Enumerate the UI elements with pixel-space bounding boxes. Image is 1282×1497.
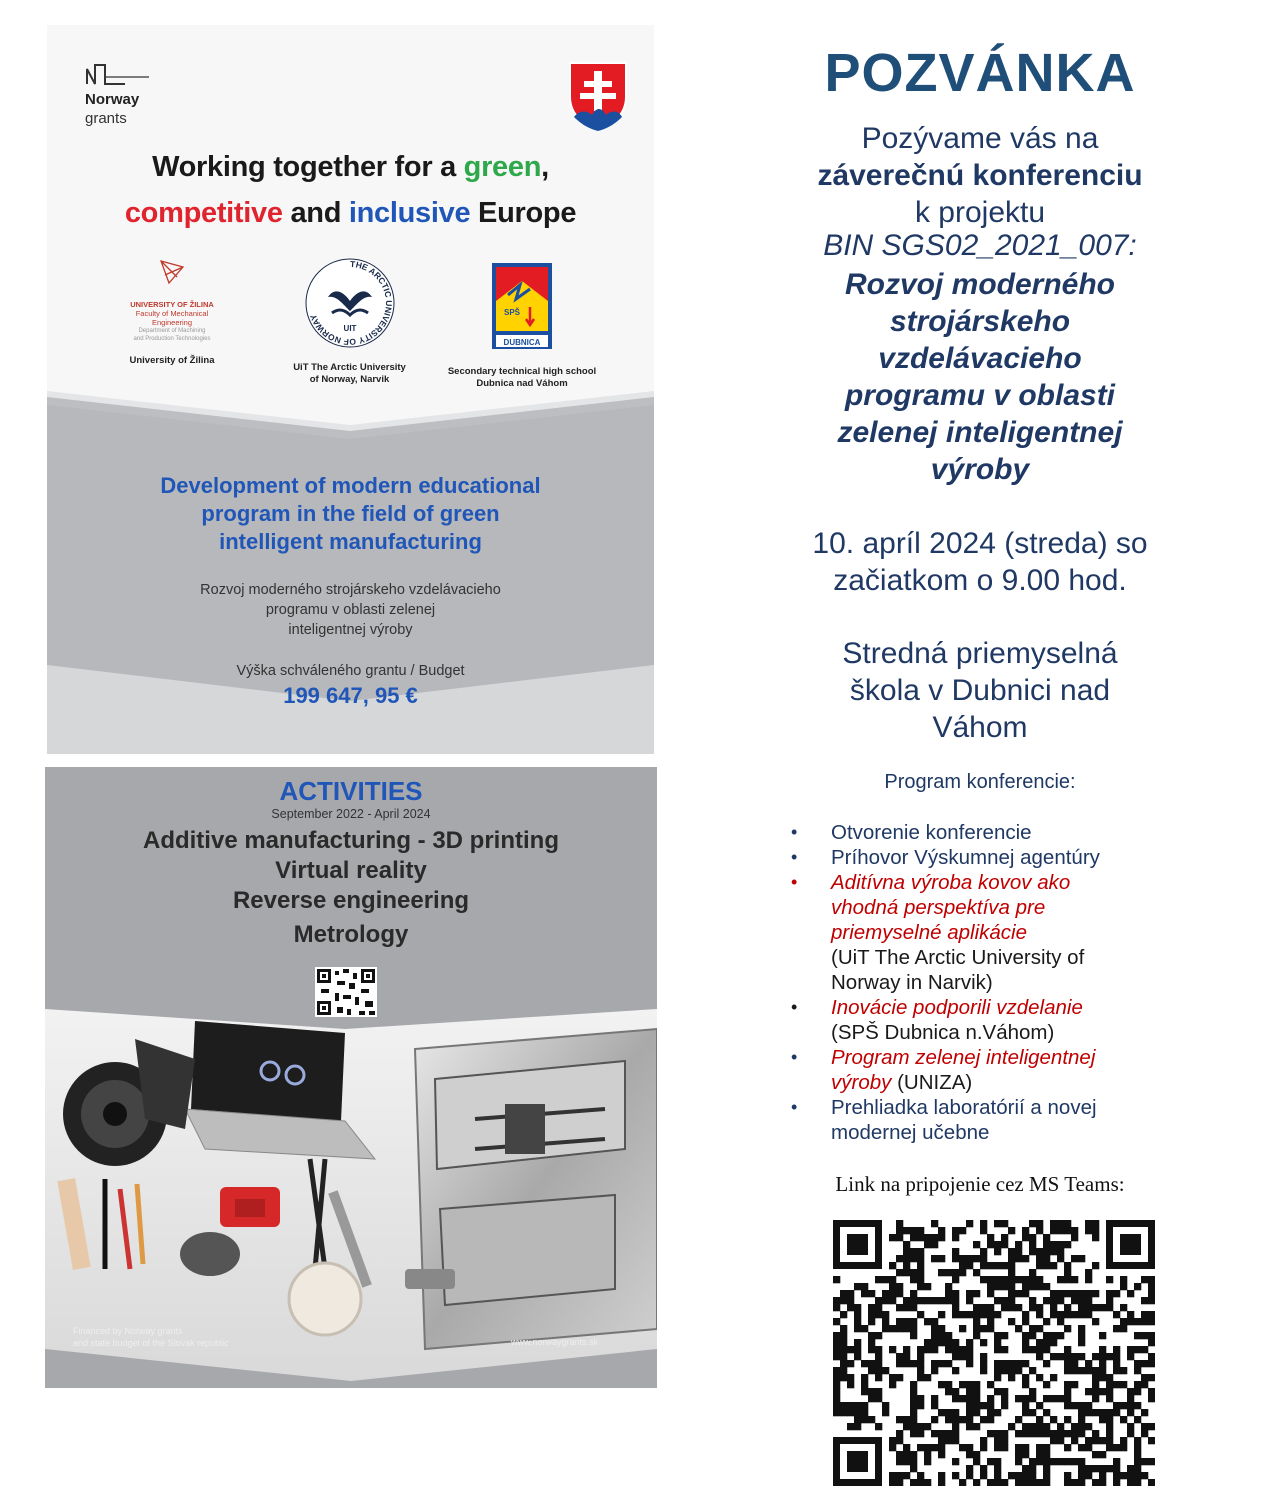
project-name-line: programu v oblasti [844, 379, 1116, 412]
project-name-line: výroby [930, 453, 1030, 486]
program-item-speaker: (SPŠ Dubnica n.Váhom) [831, 1021, 1055, 1044]
uniza-logo-icon [157, 257, 187, 287]
program-item-talk: vhodná perspektíva pre [831, 896, 1046, 919]
bullet-icon: • [791, 997, 798, 1017]
sps-name-line-2: Dubnica nad Váhom [476, 378, 568, 389]
headline-text: Working together for a [152, 151, 464, 183]
norway-grants-url: www.norwaygrants.sk [511, 1337, 599, 1347]
project-name [680, 266, 1280, 488]
headline-and: and [282, 197, 349, 229]
uit-name-line-1: UiT The Arctic University [293, 362, 406, 373]
uniza-line-5: and Production Technologies [133, 336, 211, 342]
event-date-line: 10. apríl 2024 (streda) so [812, 527, 1148, 560]
event-location [680, 635, 1280, 746]
slovak-coat-of-arms-icon [568, 61, 628, 133]
activity-item: Virtual reality [275, 857, 427, 884]
headline-green: green [463, 151, 542, 183]
headline-inclusive: inclusive [348, 197, 471, 229]
project-poster-top [47, 25, 654, 754]
bullet-icon: • [791, 847, 798, 867]
program-item-speaker: (UiT The Arctic University of [831, 946, 1085, 969]
partner-uniza [112, 257, 232, 367]
sps-badge: DUBNICA [503, 338, 541, 347]
norway-label: Norway [85, 91, 140, 108]
activities-poster [45, 767, 657, 1388]
uit-logo-icon [302, 255, 398, 351]
program-item-text: modernej učebne [831, 1121, 990, 1144]
financed-by-line: Financed by Norway grants [73, 1326, 183, 1336]
project-title-sk [157, 580, 544, 640]
sps-name-line-1: Secondary technical high school [447, 366, 597, 377]
project-title-sk-line: inteligentnej výroby [288, 622, 413, 638]
project-title-sk-line: programu v oblasti zelenej [265, 602, 436, 618]
program-item [788, 820, 1208, 845]
activity-item: Additive manufacturing - 3D printing [142, 827, 559, 854]
activity-item: Metrology [293, 921, 409, 948]
grants-label: grants [85, 110, 127, 127]
event-location-line: Stredná priemyselná [842, 637, 1118, 670]
partner-sps-dubnica [442, 261, 602, 390]
uit-name-line-2: of Norway, Narvik [309, 374, 390, 385]
uniza-line-4: Department of Machining [138, 328, 206, 334]
sps-dubnica-logo-icon [490, 261, 554, 351]
uniza-line-3: Engineering [151, 318, 193, 327]
project-title-en-line: Development of modern educational [160, 473, 541, 498]
program-item-text: Otvorenie konferencie [831, 821, 1032, 844]
bullet-icon: • [791, 1097, 798, 1117]
headline-comma: , [541, 151, 549, 183]
budget-label: Výška schváleného grantu / Budget [236, 663, 465, 679]
invitation-intro-line: Pozývame vás na [861, 122, 1099, 155]
project-name-line: strojárskeho [889, 305, 1071, 338]
uit-ring-text: THE ARCTIC UNIVERSITY OF NORWAY [307, 258, 394, 348]
activities-title: ACTIVITIES [279, 776, 423, 806]
project-title-en [107, 472, 594, 556]
norway-grants-logo [85, 63, 165, 128]
uniza-line-1: UNIVERSITY OF ŽILINA [130, 300, 214, 309]
invitation-intro [680, 120, 1280, 231]
program-item-talk: výroby [831, 1071, 892, 1094]
headline-line-1 [47, 151, 654, 184]
project-name-line: Rozvoj moderného [844, 268, 1115, 301]
uit-badge: UIT [343, 324, 356, 333]
program-item [788, 1045, 1208, 1095]
uniza-name: University of Žilina [129, 355, 215, 366]
program-item-speaker: Norway in Narvik) [831, 971, 993, 994]
program-item-talk: Program zelenej inteligentnej [831, 1046, 1096, 1069]
project-title-en-line: intelligent manufacturing [219, 529, 482, 554]
activities-dates: September 2022 - April 2024 [271, 807, 431, 821]
bullet-icon: • [791, 1047, 798, 1067]
activity-item: Reverse engineering [232, 887, 470, 914]
financed-by-line: and state budget of the Slovak republic [73, 1338, 229, 1348]
program-item-text: Prehliadka laboratórií a novej [831, 1096, 1097, 1119]
program-item-speaker: (UNIZA) [891, 1071, 973, 1094]
bullet-icon: • [791, 822, 798, 842]
bullet-icon: • [791, 872, 798, 892]
headline-europe: Europe [470, 197, 577, 229]
budget-value: 199 647, 95 € [283, 683, 418, 708]
teams-qr-code-icon[interactable] [833, 1220, 1155, 1486]
headline-competitive: competitive [124, 197, 283, 229]
invitation-intro-line: k projektu [914, 196, 1046, 229]
partner-uit [277, 255, 422, 386]
uniza-line-2: Faculty of Mechanical [135, 309, 209, 318]
project-code: BIN SGS02_2021_007: [823, 229, 1137, 262]
project-title-en-line: program in the field of green [201, 501, 500, 526]
invitation-title: POZVÁNKA [824, 43, 1136, 103]
program-item-talk: priemyselné aplikácie [831, 921, 1027, 944]
norway-grants-icon [85, 63, 149, 85]
program-label: Program konferencie: [884, 771, 1076, 793]
program-item [788, 995, 1208, 1045]
sps-letters: SPŠ [504, 308, 521, 317]
program-item-talk: Aditívna výroba kovov ako [831, 871, 1071, 894]
event-time-line: začiatkom o 9.00 hod. [833, 564, 1127, 597]
program-item [788, 1095, 1208, 1145]
program-list [788, 820, 1208, 1145]
project-title-sk-line: Rozvoj moderného strojárskeho vzdelávacieho [200, 582, 501, 598]
project-name-line: zelenej inteligentnej [837, 416, 1123, 449]
event-location-line: Váhom [932, 711, 1028, 744]
event-date [680, 525, 1280, 599]
invitation-conference: záverečnú konferenciu [817, 159, 1143, 192]
financed-by-note [73, 1325, 229, 1349]
project-name-line: vzdelávacieho [878, 342, 1082, 375]
program-item [788, 870, 1208, 995]
headline-line-2 [47, 197, 654, 230]
teams-link-label: Link na pripojenie cez MS Teams: [835, 1172, 1125, 1196]
event-location-line: škola v Dubnici nad [849, 674, 1111, 707]
program-item-text: Príhovor Výskumnej agentúry [831, 846, 1100, 869]
program-item [788, 845, 1208, 870]
program-item-talk: Inovácie podporili vzdelanie [831, 996, 1083, 1019]
